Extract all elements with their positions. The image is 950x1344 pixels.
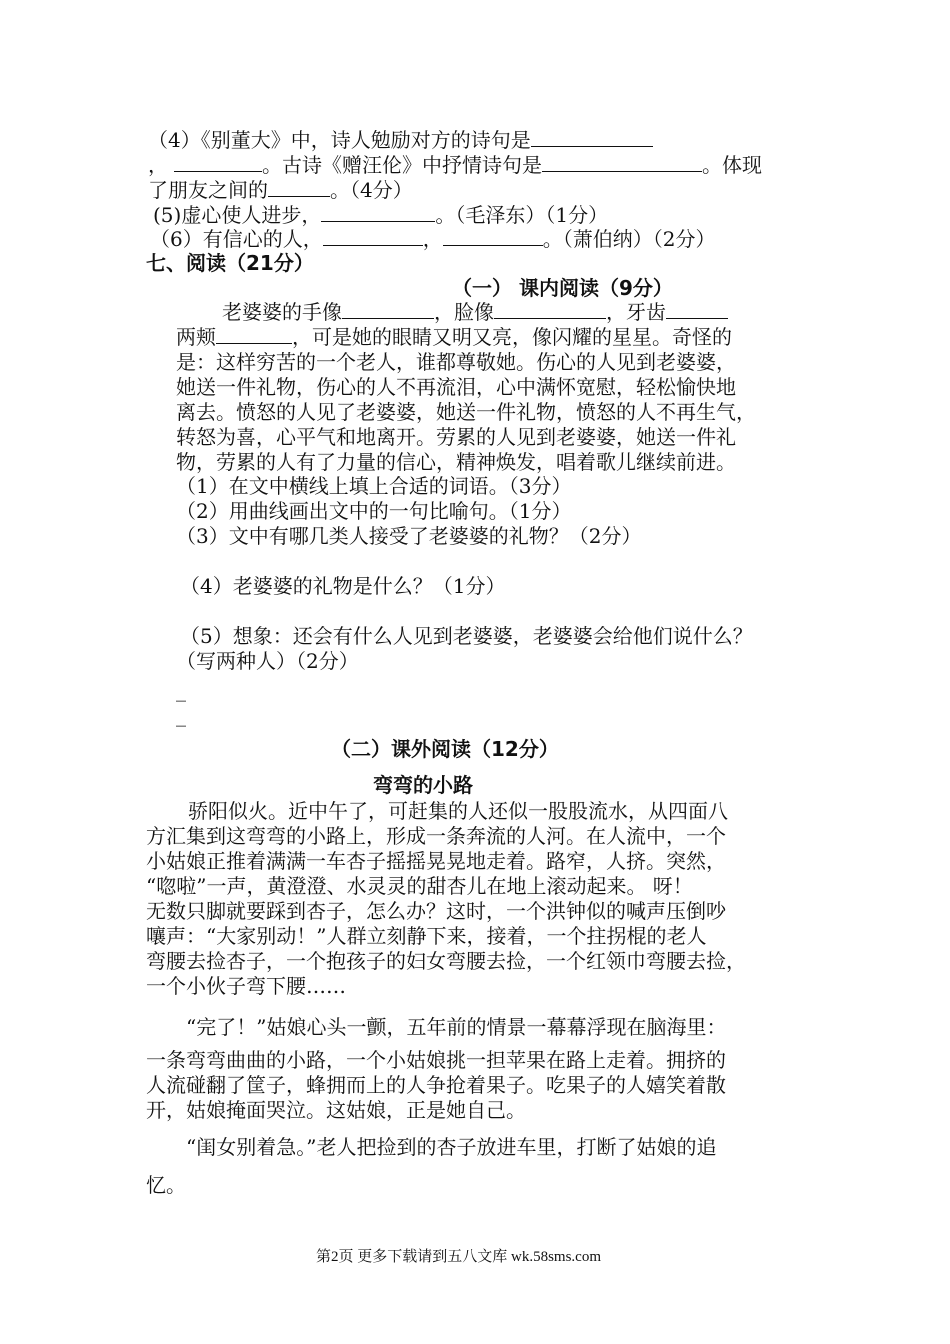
q5-text: 。（毛泽东）（1分） [435,203,609,227]
q4-line-3 [148,178,413,202]
story-line: 无数只脚就要踩到杏子，怎么办？这时，一个洪钟似的喊声压倒吵 [146,899,726,923]
story-line: 小姑娘正推着满满一车杏子摇摇晃晃地走着。路窄，人挤。突然， [146,849,726,873]
question-1: （1）在文中横线上填上合适的词语。（3分） [176,474,572,498]
question-2: （2）用曲线画出文中的一句比喻句。（1分） [176,499,572,523]
q4-line-1 [148,128,653,152]
q4-text: ， [148,153,168,177]
question-5: （5）想象：还会有什么人见到老婆婆，老婆婆会给他们说什么？ [180,624,753,648]
part-two-title: （二）课外阅读（12分） [331,737,559,761]
q4-text: 。（4分） [330,178,413,202]
passage-line: 是：这样穷苦的一个老人，谁都尊敬她。伤心的人见到老婆婆， [176,350,736,374]
question-4: （4）老婆婆的礼物是什么？（1分） [180,574,506,598]
answer-mark[interactable]: _ [176,678,186,702]
story-line: 方汇集到这弯弯的小路上，形成一条奔流的人河。在人流中，一个 [146,824,726,848]
passage-text: ，可是她的眼睛又明又亮，像闪耀的星星。奇怪的 [292,325,732,349]
answer-blank[interactable] [268,178,330,197]
answer-mark[interactable]: _ [176,703,186,727]
q6-text: ， [422,227,443,251]
answer-blank[interactable] [542,153,702,172]
story-line: 开，姑娘掩面哭泣。这姑娘，正是她自己。 [146,1098,526,1122]
story-line: “完了！”姑娘心头一颤，五年前的情景一幕幕浮现在脑海里： [186,1015,727,1039]
passage-line [176,325,732,349]
passage-line [222,300,728,324]
story-line: 一条弯弯曲曲的小路，一个小姑娘挑一担苹果在路上走着。拥挤的 [146,1048,726,1072]
q6-line [150,227,715,251]
q4-text: 。古诗《赠汪伦》中抒情诗句是 [262,153,542,177]
story-line: 弯腰去捡杏子，一个抱孩子的妇女弯腰去捡，一个红领巾弯腰去捡， [146,949,746,973]
answer-blank[interactable] [321,203,435,222]
passage-text: ，牙齿 [606,300,666,324]
answer-blank[interactable] [342,300,434,319]
story-line: 人流碰翻了筐子，蜂拥而上的人争抢着果子。吃果子的人嬉笑着散 [146,1073,726,1097]
q5-text: (5)虚心使人进步， [153,203,322,227]
part-one-title: （一） 课内阅读（9分） [452,276,673,300]
q4-text: 了朋友之间的 [148,178,268,202]
q6-text: 。（萧伯纳）（2分） [542,227,716,251]
q4-text: （4）《别董大》中，诗人勉励对方的诗句是 [148,128,531,152]
passage-text: 老婆婆的手像 [222,300,342,324]
section-seven-title: 七、阅读（21分） [146,251,314,275]
q6-text: （6）有信心的人， [150,227,323,251]
q5-line [153,203,608,227]
answer-blank[interactable] [174,153,262,172]
question-3: （3）文中有哪几类人接受了老婆婆的礼物？（2分） [176,524,642,548]
story-line: 忆。 [146,1173,186,1197]
answer-blank[interactable] [494,300,606,319]
story-line: “闺女别着急。”老人把捡到的杏子放进车里，打断了姑娘的追 [186,1135,717,1159]
passage-line: 她送一件礼物，伤心的人不再流泪，心中满怀宽慰，轻松愉快地 [176,375,736,399]
page-footer: 第2页 更多下载请到五八文库 wk.58sms.com [316,1249,602,1265]
answer-blank[interactable] [666,300,728,319]
passage-line: 物，劳累的人有了力量的信心，精神焕发，唱着歌儿继续前进。 [176,450,736,474]
answer-blank[interactable] [443,227,543,246]
passage-text: ，脸像 [434,300,494,324]
story-title: 弯弯的小路 [373,773,473,797]
story-line: 一个小伙子弯下腰…… [146,974,346,998]
answer-blank[interactable] [216,325,292,344]
question-5-cont: （写两种人）（2分） [176,649,359,673]
passage-text: 两颊 [176,325,216,349]
story-line: 嚷声：“大家别动！”人群立刻静下来，接着，一个拄拐棍的老人 [146,924,707,948]
story-line: 骄阳似火。近中午了，可赶集的人还似一股股流水，从四面八 [188,799,728,823]
passage-line: 离去。愤怒的人见了老婆婆，她送一件礼物，愤怒的人不再生气， [176,400,756,424]
story-line: “唿啦”一声，黄澄澄、水灵灵的甜杏儿在地上滚动起来。 呀！ [146,874,693,898]
q4-text: 。体现 [702,153,762,177]
answer-blank[interactable] [531,128,653,147]
passage-line: 转怒为喜，心平气和地离开。劳累的人见到老婆婆，她送一件礼 [176,425,736,449]
q4-line-2 [148,153,762,177]
answer-blank[interactable] [323,227,423,246]
